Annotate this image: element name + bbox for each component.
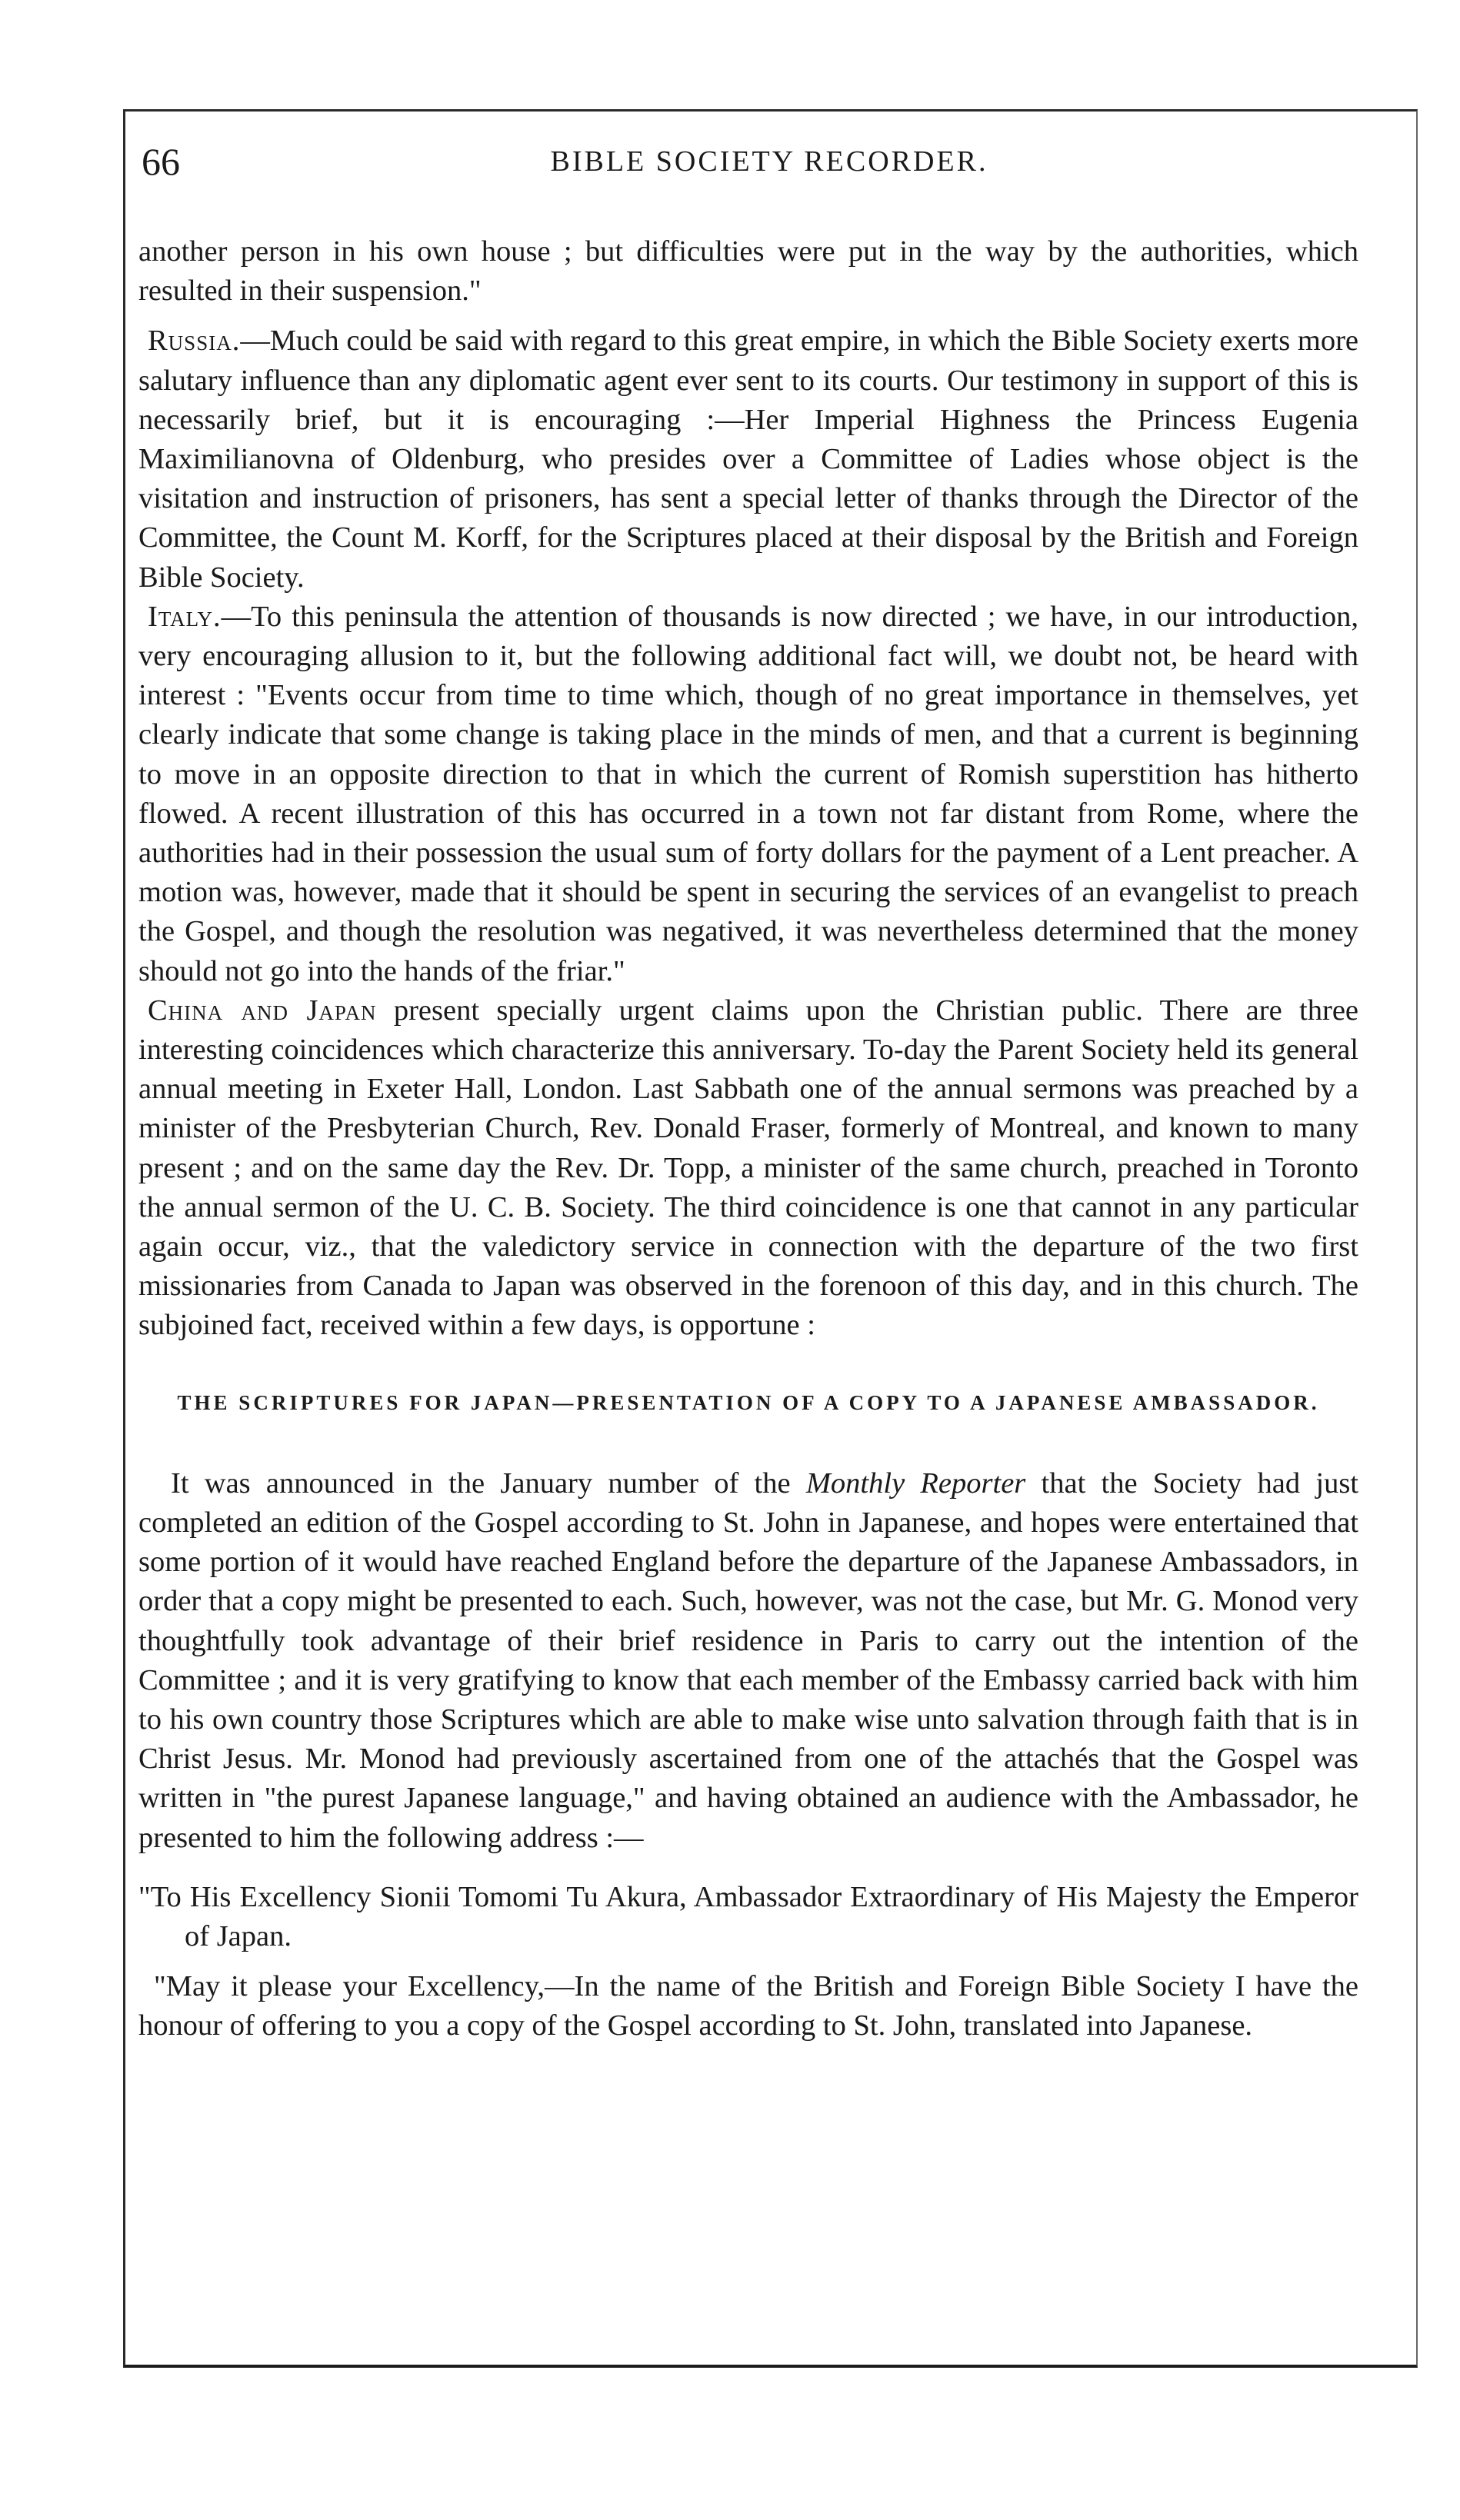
china-japan-paragraph bbox=[138, 991, 1358, 1346]
address-line: "To His Excellency Sionii Tomomi Tu Akura, Ambassador Extraordinary of His Majesty the Emperor of Japan. bbox=[138, 1880, 1358, 1952]
running-title: BIBLE SOCIETY RECORDER. bbox=[550, 145, 988, 178]
china-japan-label: China and Japan bbox=[148, 994, 377, 1027]
body-paragraph bbox=[138, 1464, 1358, 1858]
italy-paragraph bbox=[138, 598, 1358, 991]
china-japan-text: present specially urgent claims upon the Christian public. There are three interesting coincidences which characterize this anniversary. To-day the Parent Society held its general annual meeting in Exeter Hall, London. Last Sabbath one of the annual sermons was preached by a minister of the Presbyterian Church, Rev. Donald Fraser, formerly of Montreal, and known to many present ; and on the same day the Rev. Dr. Topp, a minister of the same church, preached in Toronto the annual sermon of the U. C. B. Society. The third coincidence is one that cannot in any particular again occur, viz., that the valedictory service in connection with the departure of the two first missionaries from Canada to Japan was observed in the forenoon of this day, and in this church. The subjoined fact, received within a few days, is opportune : bbox=[138, 994, 1358, 1342]
russia-paragraph bbox=[138, 321, 1358, 597]
section-heading: THE SCRIPTURES FOR JAPAN—PRESENTATION OF A COPY TO A JAPANESE AMBASSADOR. bbox=[177, 1390, 1320, 1414]
closing-paragraph: "May it please your Excellency,—In the name of the British and Foreign Bible Society I have the honour of offering to you a copy of the Gospel according to St. John, translated into Japanese. bbox=[138, 1970, 1358, 2042]
russia-label: Russia. bbox=[148, 325, 241, 358]
body-para-rest: that the Society had just completed an edition of the Gospel according to St. John in Japanese, and hopes were entertained that some portion of it would have reached England before the departure of the Japanese Ambassadors, in order that a copy might be presented to each. Such, however, was not the case, but Mr. G. Monod very thoughtfully took advantage of their brief residence in Paris to carry out the intention of the Committee ; and it is very gratifying to know that each member of the Embassy carried back with him to his own country those Scriptures which are able to make wise unto salvation through faith that is in Christ Jesus. Mr. Monod had previously ascertained from one of the attachés that the Gospel was written in "the purest Japanese language," and having obtained an audience with the Ambassador, he presented to him the following address :— bbox=[138, 1466, 1359, 1854]
article-body bbox=[138, 232, 1358, 2046]
italy-label: Italy. bbox=[148, 600, 222, 633]
russia-text: —Much could be said with regard to this great empire, in which the Bible Society exerts more salutary influence than any diplomatic agent ever sent to its courts. Our testimony in support of this is necessarily brief, but it is encouraging :—Her Imperial Highness the Princess Eugenia Maximilianovna of Oldenburg, who presides over a Committee of Ladies whose object is the visitation and instruction of prisoners, has sent a special letter of thanks through the Director of the Committee, the Count M. Korff, for the Scriptures placed at their disposal by the British and Foreign Bible Society. bbox=[138, 325, 1358, 594]
body-para-start: It was announced in the January number of the bbox=[171, 1466, 806, 1500]
page-number: 66 bbox=[142, 140, 180, 183]
italy-text: —To this peninsula the attention of thousands is now directed ; we have, in our introduction, very encouraging allusion to it, but the following additional fact will, we doubt not, be heard with interest : "Events occur from time to time which, though of no great importance in themselves, yet clearly indicate that some change is taking place in the minds of men, and that a current is beginning to move in an opposite direction to that in which the current of Romish superstition has hitherto flowed. A recent illustration of this has occurred in a town not far distant from Rome, where the authorities had in their possession the usual sum of forty dollars for the payment of a Lent preacher. A motion was, however, made that it should be spent in securing the services of an evangelist to preach the Gospel, and though the resolution was negatived, it was nevertheless determined that the money should not go into the hands of the friar." bbox=[138, 600, 1358, 987]
periodical-title: Monthly Reporter bbox=[805, 1466, 1026, 1500]
intro-paragraph: another person in his own house ; but difficulties were put in the way by the authorities, which resulted in their suspension." bbox=[138, 235, 1358, 308]
page-header bbox=[123, 135, 1415, 188]
